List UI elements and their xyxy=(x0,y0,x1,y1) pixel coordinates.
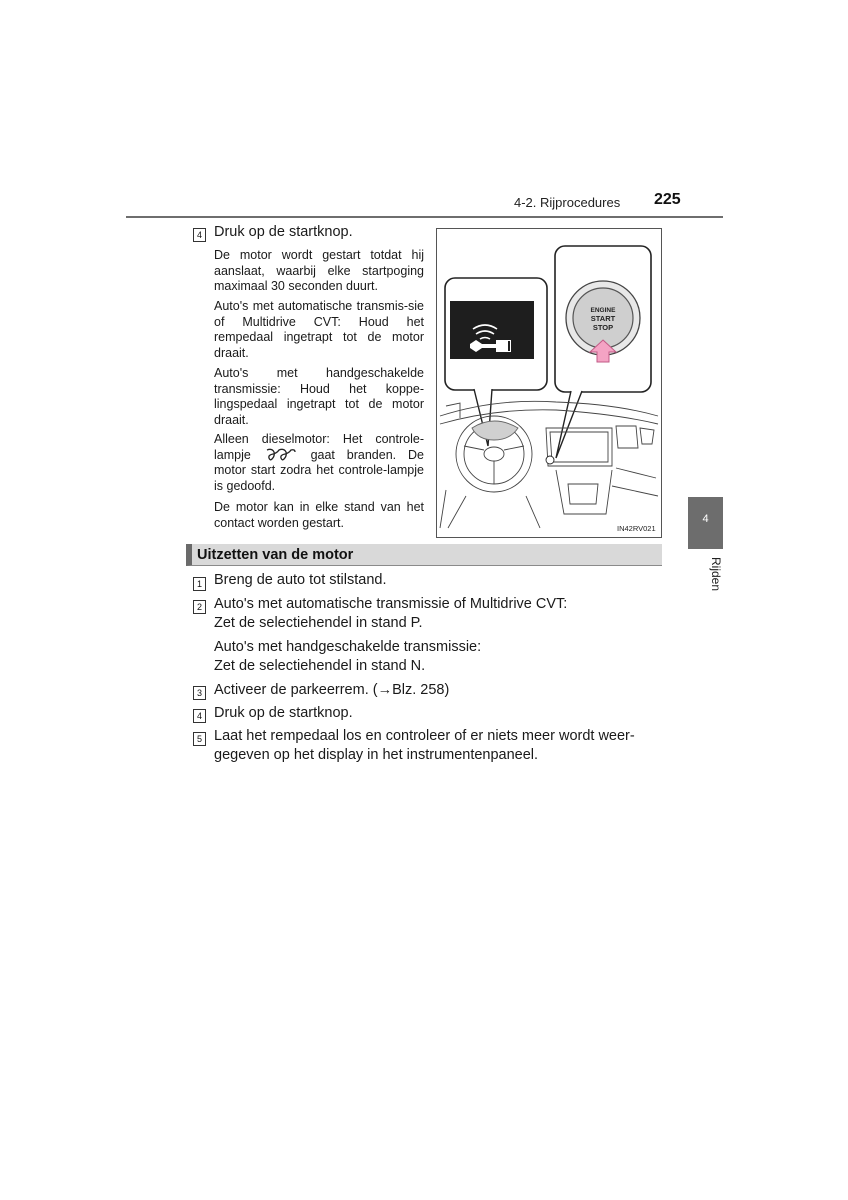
body-paragraph: De motor kan in elke stand van het contact worden gestart. xyxy=(214,500,424,530)
step-text: Laat het rempedaal los en controleer of er niets meer wordt weer- xyxy=(214,728,635,744)
step-number-box: 3 xyxy=(193,686,206,700)
step-number-box: 4 xyxy=(193,228,206,242)
step-text: gegeven op het display in het instrumentenpaneel. xyxy=(214,747,539,763)
step-text: Auto's met automatische transmissie of Multidrive CVT: xyxy=(214,596,568,612)
step-text: Druk op de startknop. xyxy=(214,705,353,721)
body-paragraph: Auto's met automatische transmis-sie of Multidrive CVT: Houd het rempedaal ingetrapt tot de motor draait. xyxy=(214,299,424,360)
chapter-tab: 4 xyxy=(688,497,723,549)
step-text: Auto's met handgeschakelde transmissie: xyxy=(214,639,482,655)
running-header-section: 4-2. Rijprocedures xyxy=(514,195,621,210)
step-text: Zet de selectiehendel in stand N. xyxy=(214,658,426,674)
step-number-box: 4 xyxy=(193,709,206,723)
diesel-note-paragraph xyxy=(214,432,424,494)
page-number: 225 xyxy=(654,191,681,208)
step-text: Breng de auto tot stilstand. xyxy=(214,572,387,588)
chapter-title: Rijden xyxy=(709,557,723,592)
body-paragraph: Auto's met handgeschakelde transmissie: Houd het koppe-lingspedaal ingetrapt tot de motor draait. xyxy=(214,366,424,427)
dashboard-illustration xyxy=(436,228,662,538)
step-number-box: 1 xyxy=(193,577,206,591)
step-text: Zet de selectiehendel in stand P. xyxy=(214,615,423,631)
button-label-line2: START xyxy=(590,314,616,323)
body-paragraph: De motor wordt gestart totdat hij aanslaat, waarbij elke startpoging maximaal 30 seconden duurt. xyxy=(214,248,424,294)
header-rule xyxy=(126,216,723,218)
glow-plug-indicator-icon xyxy=(265,448,297,462)
step-number-box: 2 xyxy=(193,600,206,614)
dashboard-drawing xyxy=(440,401,658,528)
step-number-box: 5 xyxy=(193,732,206,746)
illustration-code: IN42RV021 xyxy=(617,524,656,533)
step-text: Druk op de startknop. xyxy=(214,224,353,240)
step-text: Activeer de parkeerrem. (→Blz. 258) xyxy=(214,682,450,698)
diesel-note-text-after: gaat branden. De motor start zodra het controle-lampje is gedoofd. xyxy=(214,447,424,493)
button-label-line3: STOP xyxy=(592,323,614,332)
section-heading: Uitzetten van de motor xyxy=(197,547,354,563)
diesel-note-text-before: Alleen dieselmotor: Het controle-lampje xyxy=(214,432,424,462)
button-label-line1: ENGINE xyxy=(590,307,616,314)
